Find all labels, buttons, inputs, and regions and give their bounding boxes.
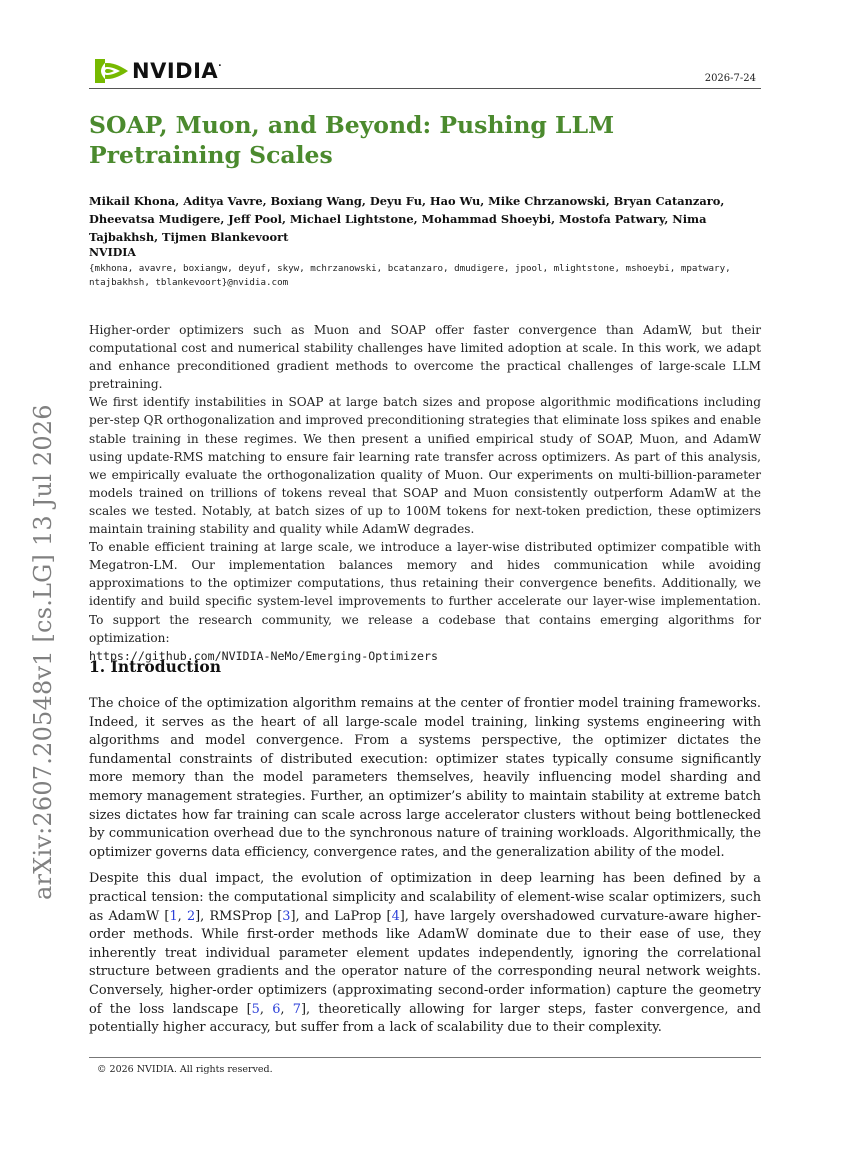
abstract-paragraph: We first identify instabilities in SOAP at large batch sizes and propose algorithmic modifications including per-step QR orthogonalization and improved preconditioning strategies that eliminate loss spikes and enable stable training in these regimes. We then present a unified empirical study of SOAP, Muon, and AdamW using update-RMS matching to ensure fair learning rate transfer across optimizers. As part of this analysis, we empirically evaluate the orthogonalization quality of Muon. Our experiments on multi-billion-parameter models trained on trillions of tokens reveal that SOAP and Muon consistently outperform AdamW at the scales we tested. Notably, at batch sizes of up to 100M tokens for next-token prediction, these optimizers maintain training stability and quality while AdamW degrades. — [89, 395, 761, 537]
footer-divider — [89, 1057, 761, 1058]
header-divider — [89, 88, 761, 89]
citation-link[interactable]: 4 — [391, 908, 400, 924]
nvidia-logo — [95, 56, 222, 86]
citation-link[interactable]: 1 — [169, 908, 178, 924]
nvidia-eye-icon — [95, 59, 129, 83]
citation-link[interactable]: 6 — [272, 1001, 281, 1017]
section-heading: 1. Introduction — [89, 657, 221, 676]
author-emails: {mkhona, avavre, boxiangw, deyuf, skyw, mchrzanowski, bcatanzaro, dmudigere, jpool, mlightstone, mshoeybi, mpatwary, ntajbakhsh, tblankevoort}@nvidia.com — [89, 263, 731, 288]
body-paragraph: Despite this dual impact, the evolution of optimization in deep learning has been defined by a practical tension: the computational simplicity and scalability of element-wise scalar optimizers, such as AdamW [1, 2], RMSProp [3], and LaProp [4], have largely overshadowed curvature-aware higher-order methods. While first-order methods like AdamW dominate due to their ease of use, they inherently treat individual parameter element updates independently, ignoring the correlational structure between gradients and the operator nature of the corresponding neural network weights. Conversely, higher-order optimizers (approximating second-order information) capture the geometry of the loss landscape [5, 6, 7], theoretically allowing for larger steps, faster convergence, and potentially higher accuracy, but suffer from a lack of scalability due to their complexity. — [89, 871, 762, 1036]
citation-link[interactable]: 2 — [186, 908, 196, 924]
publication-date: 2026-7-24 — [704, 73, 756, 84]
copyright-footer: © 2026 NVIDIA. All rights reserved. — [97, 1064, 273, 1075]
abstract-paragraph: To enable efficient training at large scale, we introduce a layer-wise distributed optimizer compatible with Megatron-LM. Our implementation balances memory and hides communication while avoiding approximations to the optimizer computations, thus retaining their convergence benefits. Additionally, we identify and build specific system-level improvements to further accelerate our layer-wise implementation. To support the research community, we release a codebase that contains emerging algorithms for optimization: — [89, 540, 761, 645]
affiliation: NVIDIA — [89, 246, 136, 259]
citation-link[interactable]: 7 — [292, 1001, 301, 1017]
codebase-link[interactable]: https://github.com/NVIDIA-NeMo/Emerging-Optimizers — [89, 648, 439, 663]
abstract-paragraph: Higher-order optimizers such as Muon and SOAP offer faster convergence than AdamW, but their computational cost and numerical stability challenges have limited adoption at scale. In this work, we adapt and enhance preconditioned gradient methods to overcome the practical challenges of large-scale LLM pretraining. — [89, 323, 761, 392]
arxiv-stamp: arXiv:2607.20548v1 [cs.LG] 13 Jul 2026 — [29, 404, 57, 900]
paper-title: SOAP, Muon, and Beyond: Pushing LLM Pretraining Scales — [89, 111, 615, 169]
logo-wordmark: NVIDIA. — [132, 59, 223, 83]
citation-link[interactable]: 5 — [251, 1001, 260, 1017]
citation-link[interactable]: 3 — [282, 908, 291, 924]
body-paragraph: The choice of the optimization algorithm remains at the center of frontier model training frameworks. Indeed, it serves as the heart of all large-scale model training, linking systems engineering with algorithms and model convergence. From a systems perspective, the optimizer dictates the fundamental constraints of distributed execution: optimizer states typically consume significantly more memory than the model parameters themselves, heavily influencing model sharding and memory management strategies. Further, an optimizer’s ability to maintain stability at extreme batch sizes dictates how far training can scale across large accelerator clusters without being bottlenecked by communication overhead due to the synchronous nature of training workloads. Algorithmically, the optimizer governs data efficiency, convergence rates, and the generalization ability of the model. — [89, 696, 761, 860]
abstract — [89, 321, 761, 665]
author-list: Mikail Khona, Aditya Vavre, Boxiang Wang, Deyu Fu, Hao Wu, Mike Chrzanowski, Bryan Catanzaro, Dheevatsa Mudigere, Jeff Pool, Michael Lightstone, Mohammad Shoeybi, Mostofa Patwary, Nima Tajbakhsh, Tijmen Blankevoort — [89, 194, 725, 244]
introduction-body — [89, 695, 761, 1046]
